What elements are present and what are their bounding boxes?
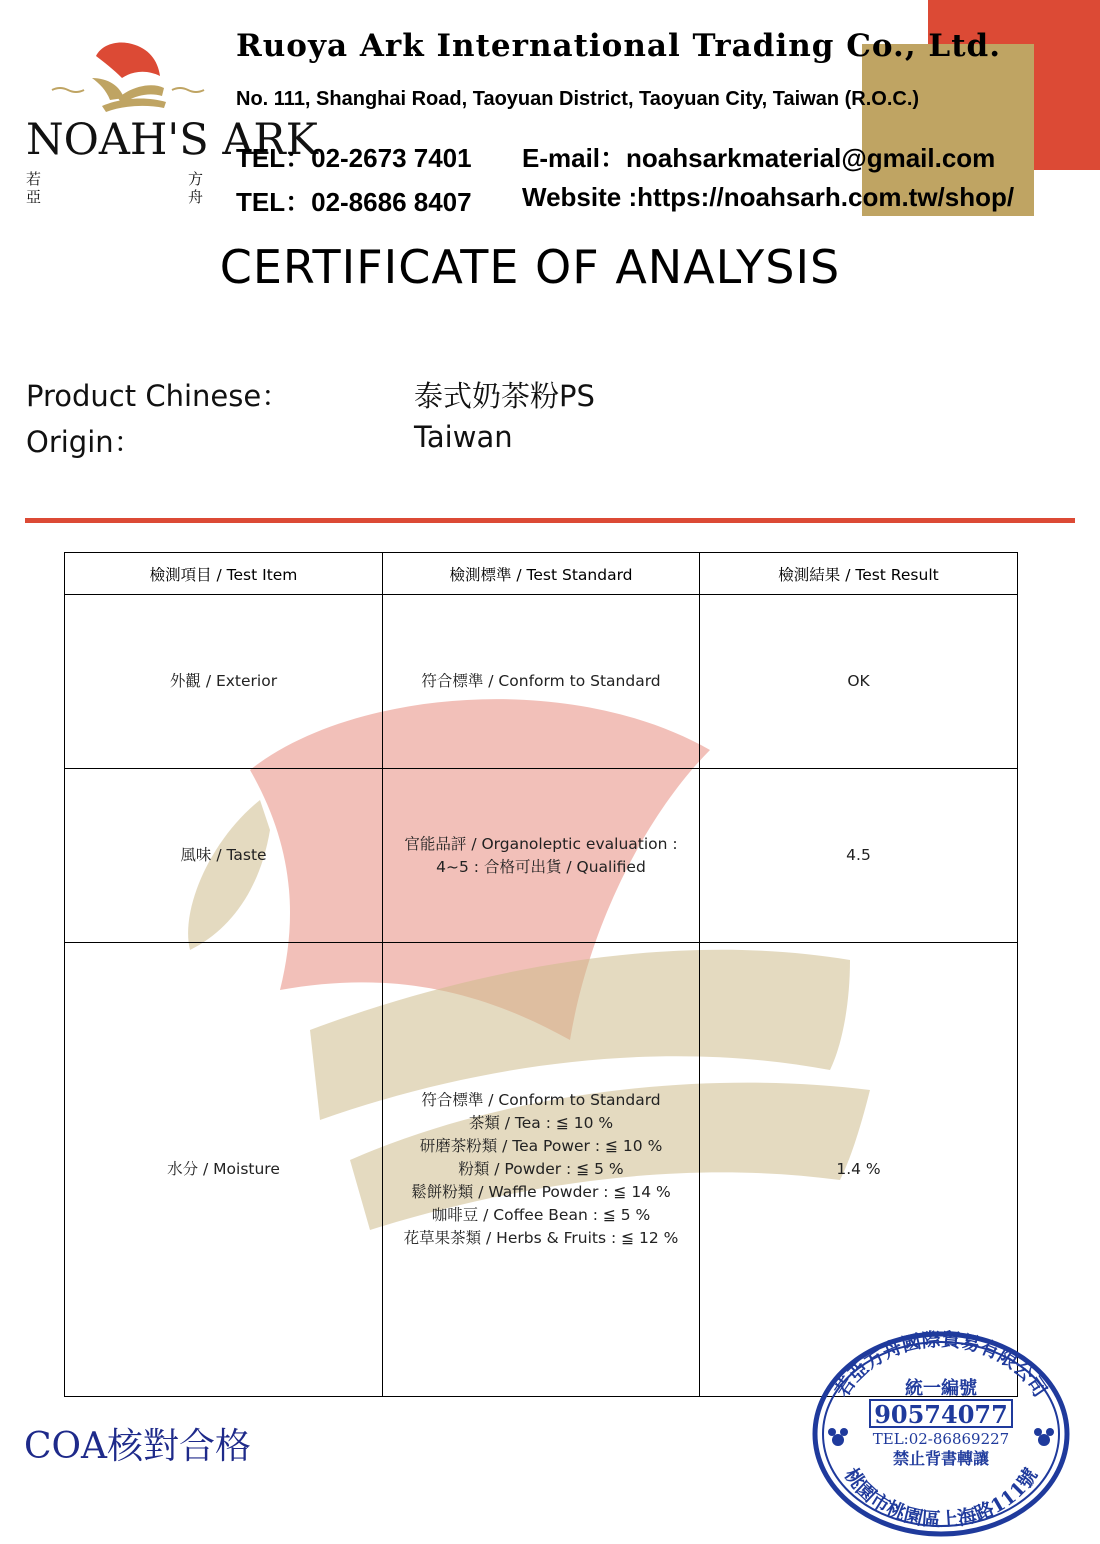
website: Website :https://noahsarh.com.tw/shop/ bbox=[522, 182, 1015, 212]
svg-text:舟: 舟 bbox=[188, 188, 204, 206]
table-row bbox=[65, 595, 1018, 769]
standard-line: 花草果茶類 / Herbs & Fruits : ≦ 12 % bbox=[403, 1229, 679, 1247]
header-test-standard: 檢測標準 / Test Standard bbox=[383, 553, 700, 595]
svg-text:亞: 亞 bbox=[26, 188, 42, 206]
test-result-cell: 1.4 % bbox=[700, 943, 1018, 1397]
svg-text:若: 若 bbox=[26, 170, 42, 188]
stamp-id-label: 統一編號 bbox=[905, 1378, 977, 1399]
section-divider bbox=[25, 518, 1075, 523]
tel-2: TEL：02-8686 8407 bbox=[236, 187, 472, 217]
standard-line: 符合標準 / Conform to Standard bbox=[421, 672, 661, 690]
email: E-mail：noahsarkmaterial@gmail.com bbox=[522, 143, 996, 173]
approval-note: COA核對合格 bbox=[24, 1426, 252, 1467]
test-result-cell: OK bbox=[700, 595, 1018, 769]
test-standard-cell bbox=[383, 943, 700, 1397]
standard-line: 粉類 / Powder : ≦ 5 % bbox=[458, 1160, 624, 1178]
standard-line: 符合標準 / Conform to Standard bbox=[421, 1091, 661, 1109]
test-standard-cell bbox=[383, 769, 700, 943]
logo-name-text: NOAH'S ARK bbox=[26, 115, 318, 165]
logo-sail-icon bbox=[52, 43, 204, 113]
table-row bbox=[65, 769, 1018, 943]
stamp-tel: TEL:02-86869227 bbox=[872, 1430, 1010, 1448]
document-title: CERTIFICATE OF ANALYSIS bbox=[219, 240, 841, 294]
origin-label: Origin： bbox=[26, 425, 143, 459]
test-result-cell: 4.5 bbox=[700, 769, 1018, 943]
product-value: 泰式奶茶粉PS bbox=[414, 379, 595, 413]
company-address: No. 111, Shanghai Road, Taoyuan District, Taoyuan City, Taiwan (R.O.C.) bbox=[236, 88, 920, 110]
standard-line: 咖啡豆 / Coffee Bean : ≦ 5 % bbox=[431, 1206, 651, 1224]
stamp-note: 禁止背書轉讓 bbox=[892, 1449, 990, 1468]
stamp-ring-text: 若亞方舟國際貿易有限公司 bbox=[831, 1328, 1051, 1402]
test-standard-cell bbox=[383, 595, 700, 769]
standard-line: 鬆餅粉類 / Waffle Powder : ≦ 14 % bbox=[411, 1183, 671, 1201]
company-seal-stamp bbox=[810, 1328, 1072, 1538]
standard-line: 茶類 / Tea : ≦ 10 % bbox=[468, 1114, 614, 1132]
test-item-cell: 風味 / Taste bbox=[65, 769, 383, 943]
header-test-result: 檢測結果 / Test Result bbox=[700, 553, 1018, 595]
origin-value: Taiwan bbox=[414, 420, 513, 454]
test-item-cell: 外觀 / Exterior bbox=[65, 595, 383, 769]
standard-line: 研磨茶粉類 / Tea Power : ≦ 10 % bbox=[419, 1137, 663, 1155]
company-logo bbox=[22, 38, 318, 213]
standard-line: 官能品評 / Organoleptic evaluation : bbox=[404, 834, 678, 853]
standard-line: 4~5 : 合格可出貨 / Qualified bbox=[436, 857, 646, 876]
header-test-item: 檢測項目 / Test Item bbox=[65, 553, 383, 595]
stamp-id-number: 90574077 bbox=[874, 1400, 1008, 1429]
test-item-cell: 水分 / Moisture bbox=[65, 943, 383, 1397]
table-header-row bbox=[65, 553, 1018, 595]
product-label: Product Chinese： bbox=[26, 379, 291, 413]
stamp-bottom-text: 桃園市桃園區上海路111號 bbox=[839, 1464, 1043, 1532]
tel-1: TEL：02-2673 7401 bbox=[236, 143, 472, 173]
analysis-table bbox=[64, 552, 1018, 1397]
company-name: Ruoya Ark International Trading Co., Ltd. bbox=[236, 28, 1001, 64]
svg-text:方: 方 bbox=[188, 170, 204, 188]
